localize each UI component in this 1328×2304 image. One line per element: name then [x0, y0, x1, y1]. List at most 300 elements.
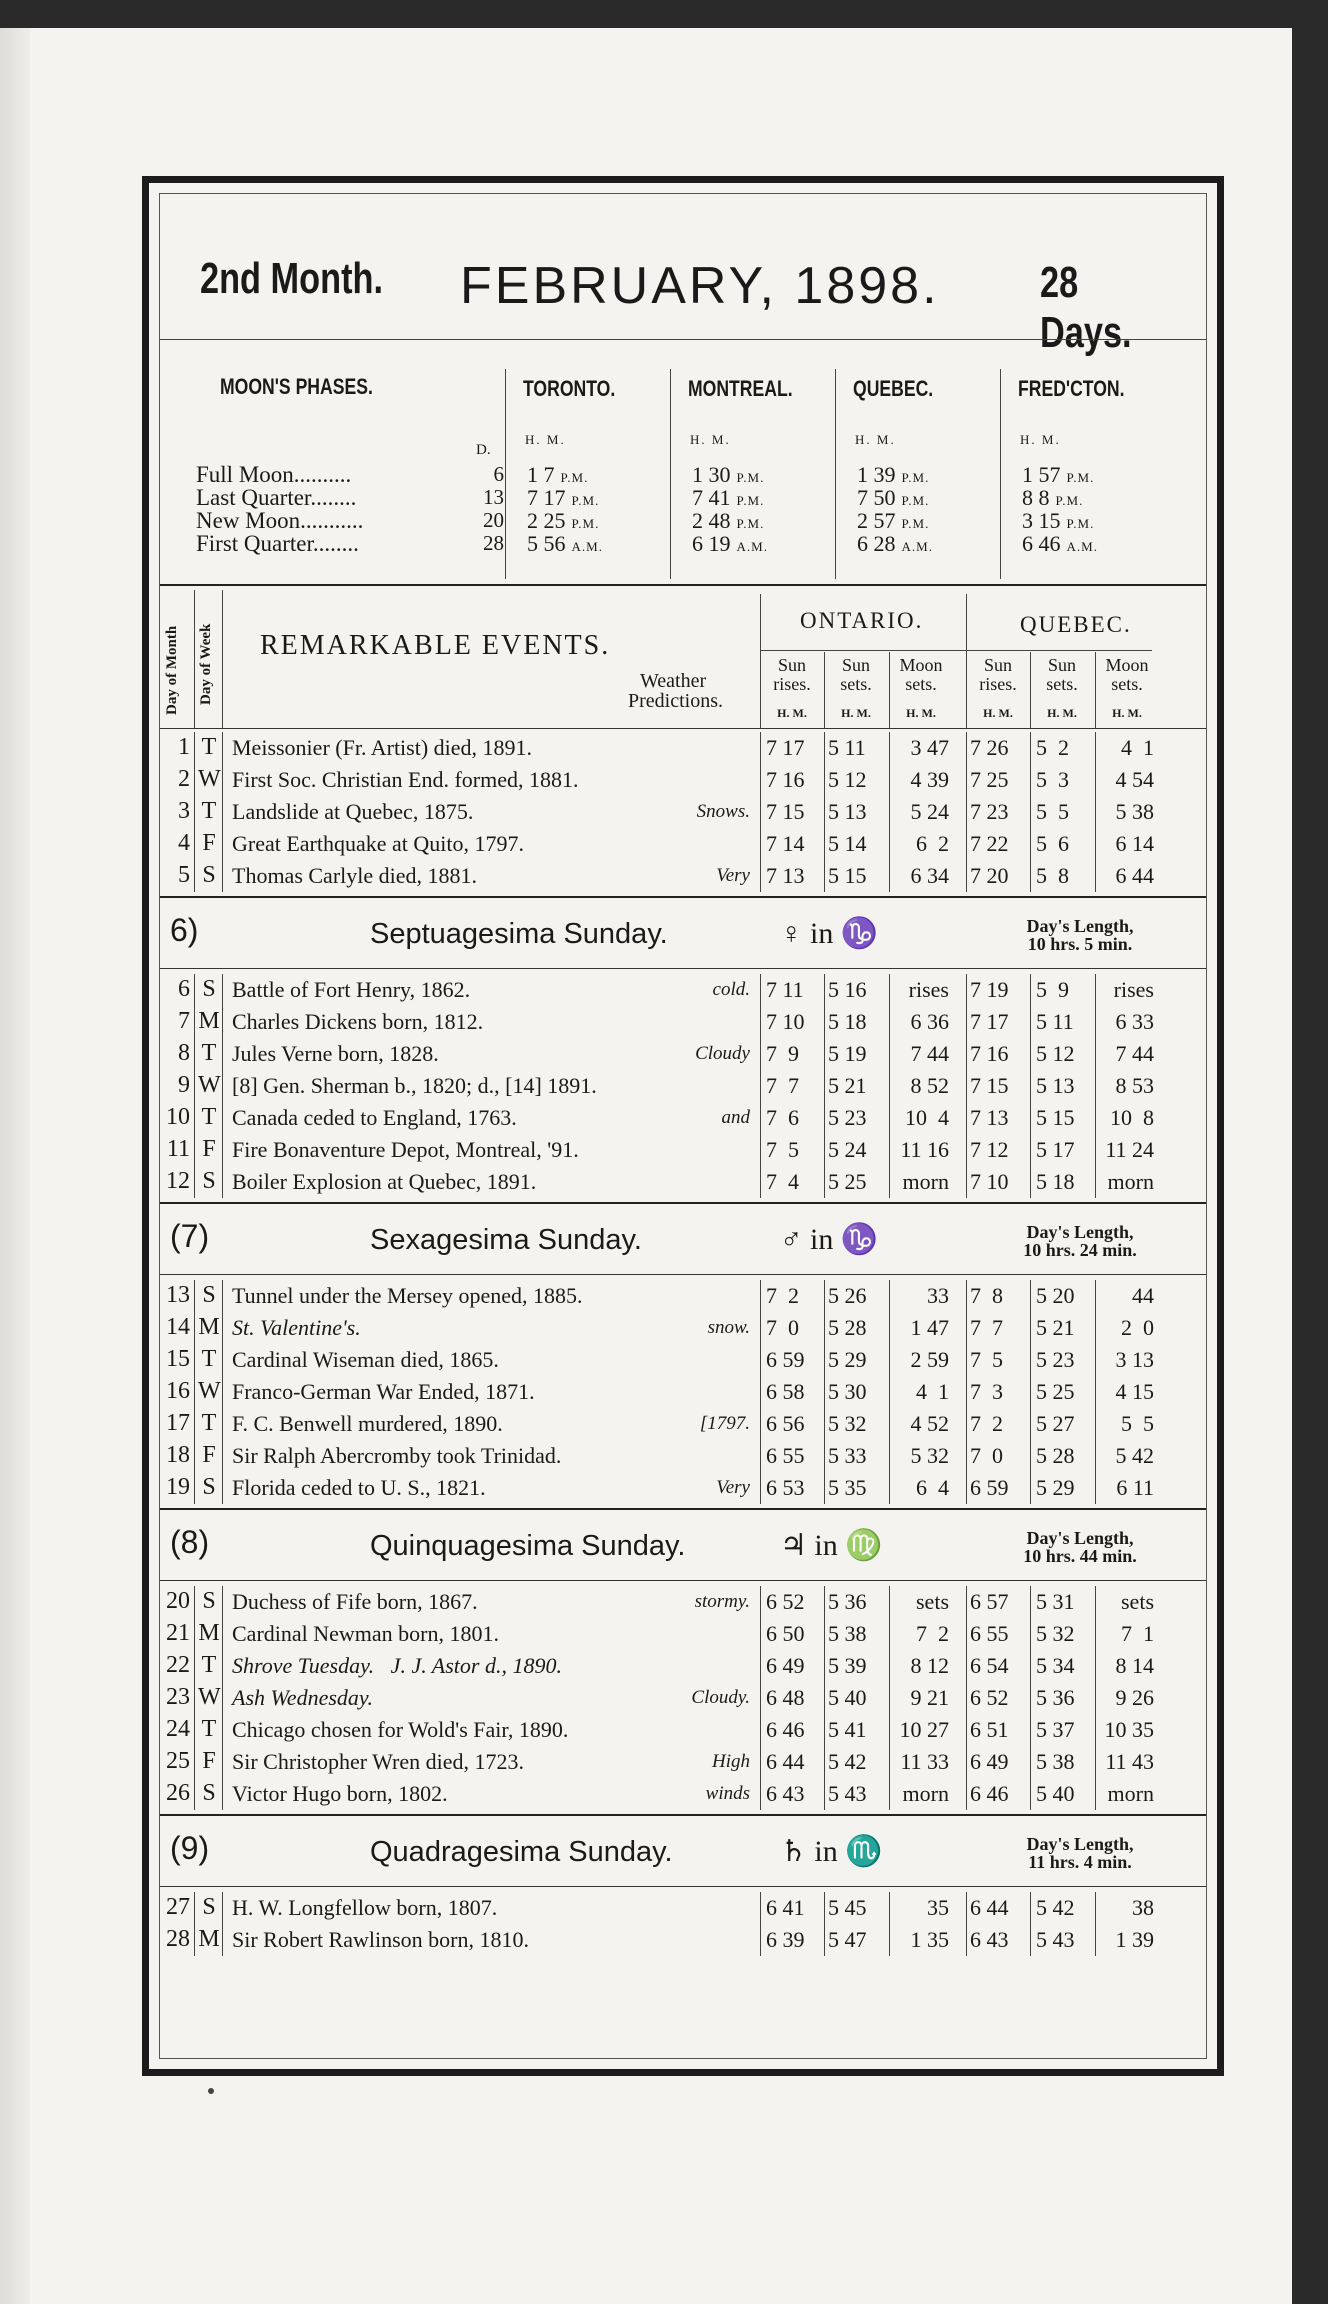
phase-city-divider — [835, 369, 836, 579]
col-divider — [222, 1892, 223, 1956]
event-text: Cardinal Wiseman died, 1865. — [232, 1347, 499, 1372]
ontario-time: 6 43 — [766, 1781, 805, 1806]
day-of-month: 8 — [178, 1040, 190, 1066]
ontario-time: 6 36 — [910, 1009, 949, 1034]
sunday-divider-bottom — [160, 1274, 1206, 1275]
phase-hm-label: H. M. — [525, 432, 566, 447]
day-of-month: 19 — [166, 1474, 190, 1500]
day-of-week: M — [198, 1008, 220, 1034]
weather-prediction: [1797. — [699, 1413, 750, 1434]
days-count-text: 28 Days. — [1040, 258, 1132, 357]
ontario-time: 5 35 — [828, 1475, 867, 1500]
col-divider — [760, 1586, 761, 1810]
table-row — [160, 1714, 1206, 1746]
ontario-time: 5 33 — [828, 1443, 867, 1468]
ontario-time: 5 26 — [828, 1283, 867, 1308]
day-of-week: W — [198, 766, 221, 792]
ontario-time: 7 44 — [910, 1041, 949, 1066]
table-row — [160, 764, 1206, 796]
quebec-col-divider — [1095, 652, 1096, 728]
weather-prediction: stormy. — [694, 1591, 750, 1612]
weather-prediction: Cloudy — [695, 1043, 750, 1064]
event-text: Cardinal Newman born, 1801. — [232, 1621, 499, 1646]
ontario-time: 5 12 — [828, 767, 867, 792]
quebec-time: 6 44 — [970, 1895, 1009, 1920]
ontario-time: 7 11 — [766, 977, 804, 1002]
days-length-label: Day's Length, — [1026, 1528, 1134, 1548]
col-divider — [760, 732, 761, 892]
col-divider — [194, 1586, 195, 1810]
quebec-time: 5 5 — [1036, 799, 1069, 824]
col-divider — [1030, 1586, 1031, 1810]
quebec-time: 4 54 — [1115, 767, 1154, 792]
phase-time: 6 28 — [857, 531, 896, 556]
quebec-time: 5 31 — [1036, 1589, 1075, 1614]
phase-city-name: QUEBEC. — [853, 376, 934, 401]
day-of-week: S — [202, 862, 216, 888]
sunday-name: Quinquagesima Sunday. — [370, 1530, 686, 1562]
col-divider — [1095, 1586, 1096, 1810]
table-row — [160, 1038, 1206, 1070]
day-of-week: T — [201, 1652, 217, 1678]
phase-time-row — [857, 531, 933, 557]
quebec-time: 5 12 — [1036, 1041, 1075, 1066]
phase-name: Last Quarter........ — [196, 485, 357, 510]
quebec-divider — [966, 594, 967, 728]
col-divider — [966, 732, 967, 892]
day-of-week: S — [202, 1474, 216, 1500]
event-text: Landslide at Quebec, 1875. — [232, 799, 474, 824]
quebec-time: 6 46 — [970, 1781, 1009, 1806]
table-row — [160, 1618, 1206, 1650]
quebec-time: 5 43 — [1036, 1927, 1075, 1952]
quebec-time: 6 51 — [970, 1717, 1009, 1742]
event-text: Great Earthquake at Quito, 1797. — [232, 831, 525, 856]
sunday-band — [160, 1508, 1206, 1580]
phase-time-row — [692, 531, 768, 557]
event-text: H. W. Longfellow born, 1807. — [232, 1895, 498, 1920]
quebec-time: 6 49 — [970, 1749, 1009, 1774]
day-of-week: T — [201, 734, 217, 760]
ontario-time: morn — [902, 1781, 949, 1806]
day-of-month: 16 — [166, 1378, 190, 1404]
ontario-time: 6 48 — [766, 1685, 805, 1710]
book-spine — [0, 28, 34, 2304]
day-of-week: M — [198, 1620, 220, 1646]
event-text: Chicago chosen for Wold's Fair, 1890. — [232, 1717, 569, 1742]
ontario-time: 5 21 — [828, 1073, 867, 1098]
planet-position: ♂ in ♑ — [780, 1223, 879, 1256]
ontario-time: 7 17 — [766, 735, 805, 760]
quebec-time: 7 22 — [970, 831, 1009, 856]
day-of-month: 4 — [178, 830, 190, 856]
ontario-time: 9 21 — [910, 1685, 949, 1710]
ontario-time: 6 59 — [766, 1347, 805, 1372]
quebec-time: 8 14 — [1115, 1653, 1154, 1678]
quebec-sunrise-head: Sun rises. — [979, 655, 1017, 694]
day-of-week: S — [202, 1894, 216, 1920]
quebec-time: 4 1 — [1121, 735, 1154, 760]
days-length-value: 10 hrs. 24 min. — [1023, 1240, 1137, 1260]
col-divider — [966, 1280, 967, 1504]
ontario-time: 11 16 — [900, 1137, 949, 1162]
table-row — [160, 1134, 1206, 1166]
day-of-week: F — [202, 1136, 216, 1162]
quebec-time: 6 57 — [970, 1589, 1009, 1614]
ontario-time: 5 19 — [828, 1041, 867, 1066]
table-row — [160, 1682, 1206, 1714]
col-divider — [1030, 1892, 1031, 1956]
place-subdivider — [760, 650, 1152, 651]
col-divider — [194, 974, 195, 1198]
col-divider — [222, 974, 223, 1198]
ontario-time: 5 45 — [828, 1895, 867, 1920]
table-row — [160, 1440, 1206, 1472]
phase-time: 6 46 — [1022, 531, 1061, 556]
ontario-time: 5 11 — [828, 735, 866, 760]
phase-ampm: P.M. — [901, 493, 930, 508]
ontario-time: 7 7 — [766, 1073, 799, 1098]
phase-ampm: P.M. — [736, 470, 765, 485]
event-text: Sir Robert Rawlinson born, 1810. — [232, 1927, 529, 1952]
event-text: Tunnel under the Mersey opened, 1885. — [232, 1283, 583, 1308]
weather-prediction: High — [712, 1751, 750, 1772]
table-row — [160, 1778, 1206, 1810]
ontario-time: 1 35 — [910, 1927, 949, 1952]
day-of-week: F — [202, 1748, 216, 1774]
quebec-time: 6 59 — [970, 1475, 1009, 1500]
day-of-month: 27 — [166, 1894, 190, 1920]
ontario-time: 4 1 — [916, 1379, 949, 1404]
ontario-time: 7 0 — [766, 1315, 799, 1340]
quebec-time: 5 9 — [1036, 977, 1069, 1002]
ontario-time: 6 49 — [766, 1653, 805, 1678]
ontario-time: 5 42 — [828, 1749, 867, 1774]
weather-prediction: Very — [716, 865, 750, 886]
planet-position: ♀ in ♑ — [780, 917, 879, 950]
ontario-time: 6 34 — [910, 863, 949, 888]
phase-ampm: P.M. — [560, 470, 589, 485]
col-divider — [1030, 974, 1031, 1198]
ontario-time: 5 14 — [828, 831, 867, 856]
ontario-time: 5 36 — [828, 1589, 867, 1614]
phase-hm-label: H. M. — [690, 432, 731, 447]
event-text: First Soc. Christian End. formed, 1881. — [232, 767, 579, 792]
col-divider — [889, 732, 890, 892]
ontario-time: 7 5 — [766, 1137, 799, 1162]
col-divider — [966, 974, 967, 1198]
day-of-month: 13 — [166, 1282, 190, 1308]
quebec-time: 5 34 — [1036, 1653, 1075, 1678]
weather-prediction: Very — [716, 1477, 750, 1498]
phase-time: 2 48 — [692, 508, 731, 533]
quebec-time: 6 44 — [1115, 863, 1154, 888]
phase-time: 5 56 — [527, 531, 566, 556]
quebec-time: 5 42 — [1036, 1895, 1075, 1920]
day-of-week-head: Day of Week — [198, 623, 214, 705]
col-divider — [1095, 1892, 1096, 1956]
quebec-time: 7 17 — [970, 1009, 1009, 1034]
quebec-time: 11 24 — [1105, 1137, 1154, 1162]
col-divider — [760, 1892, 761, 1956]
col-divider — [1030, 732, 1031, 892]
event-text: Ash Wednesday. — [232, 1685, 373, 1710]
table-row — [160, 1650, 1206, 1682]
day-of-month: 14 — [166, 1314, 190, 1340]
ontario-time: 5 13 — [828, 799, 867, 824]
phase-ampm: P.M. — [1055, 493, 1084, 508]
calendar-inner — [159, 193, 1207, 2059]
days-length-label: Day's Length, — [1026, 1834, 1134, 1854]
event-text: Victor Hugo born, 1802. — [232, 1781, 448, 1806]
col-divider — [966, 1892, 967, 1956]
day-of-month: 5 — [178, 862, 190, 888]
quebec-time: 9 26 — [1115, 1685, 1154, 1710]
col-divider — [824, 732, 825, 892]
quebec-time: 7 20 — [970, 863, 1009, 888]
day-of-month: 2 — [178, 766, 190, 792]
ontario-time: 5 47 — [828, 1927, 867, 1952]
day-of-month: 15 — [166, 1346, 190, 1372]
ontario-sunset-hm: H. M. — [841, 706, 871, 720]
ontario-time: 6 2 — [916, 831, 949, 856]
quebec-time: 38 — [1132, 1895, 1154, 1920]
day-of-week: W — [198, 1072, 221, 1098]
event-text: Canada ceded to England, 1763. — [232, 1105, 517, 1130]
day-of-month: 25 — [166, 1748, 190, 1774]
phase-day: 20 — [483, 508, 504, 532]
phase-hm-label: H. M. — [855, 432, 896, 447]
day-of-week: T — [201, 1346, 217, 1372]
day-of-month: 28 — [166, 1926, 190, 1952]
day-of-month: 12 — [166, 1168, 190, 1194]
quebec-time: 6 54 — [970, 1653, 1009, 1678]
table-head-divider — [160, 728, 1206, 729]
ontario-time: 10 4 — [905, 1105, 949, 1130]
phase-hm-label: H. M. — [1020, 432, 1061, 447]
table-row — [160, 1586, 1206, 1618]
quebec-time: 5 18 — [1036, 1169, 1075, 1194]
quebec-time: 10 8 — [1110, 1105, 1154, 1130]
days-count — [1040, 258, 1206, 358]
day-of-week: T — [201, 1410, 217, 1436]
quebec-time: 7 23 — [970, 799, 1009, 824]
days-length-value: 11 hrs. 4 min. — [1028, 1852, 1132, 1872]
day-of-week: M — [198, 1926, 220, 1952]
quebec-time: 7 0 — [970, 1443, 1003, 1468]
phase-time: 2 25 — [527, 508, 566, 533]
event-text: Boiler Explosion at Quebec, 1891. — [232, 1169, 537, 1194]
day-of-week: F — [202, 830, 216, 856]
event-text: St. Valentine's. — [232, 1315, 361, 1340]
phase-time: 1 7 — [527, 462, 555, 487]
ontario-time: 10 27 — [899, 1717, 949, 1742]
ontario-time: 6 55 — [766, 1443, 805, 1468]
day-of-week: M — [198, 1314, 220, 1340]
days-length-label: Day's Length, — [1026, 1222, 1134, 1242]
event-text: Duchess of Fife born, 1867. — [232, 1589, 478, 1614]
ontario-time: 5 43 — [828, 1781, 867, 1806]
quebec-time: 5 32 — [1036, 1621, 1075, 1646]
ontario-time: 5 38 — [828, 1621, 867, 1646]
phase-ampm: P.M. — [1066, 516, 1095, 531]
ontario-time: 7 9 — [766, 1041, 799, 1066]
week-number: (8) — [170, 1524, 210, 1560]
col-divider — [824, 974, 825, 1198]
table-row — [160, 1102, 1206, 1134]
events-head: REMARKABLE EVENTS. — [260, 630, 611, 661]
ontario-time: 7 16 — [766, 767, 805, 792]
ink-dot — [208, 2088, 214, 2094]
ontario-time: 5 16 — [828, 977, 867, 1002]
ontario-time: 6 58 — [766, 1379, 805, 1404]
phase-ampm: P.M. — [571, 493, 600, 508]
table-row — [160, 1472, 1206, 1504]
event-text: [8] Gen. Sherman b., 1820; d., [14] 1891. — [232, 1073, 597, 1098]
quebec-time: 44 — [1132, 1283, 1154, 1308]
quebec-time: 5 37 — [1036, 1717, 1075, 1742]
ontario-time: 5 15 — [828, 863, 867, 888]
phase-city-name: TORONTO. — [523, 376, 616, 401]
ontario-time: 7 2 — [916, 1621, 949, 1646]
quebec-time: 5 13 — [1036, 1073, 1075, 1098]
ontario-col-divider — [824, 652, 825, 728]
ontario-col-divider — [889, 652, 890, 728]
event-text: Sir Christopher Wren died, 1723. — [232, 1749, 525, 1774]
quebec-time: 4 15 — [1115, 1379, 1154, 1404]
phases-divider — [160, 584, 1206, 586]
phase-city-name: MONTREAL. — [688, 376, 793, 401]
ontario-sunrise-hm: H. M. — [777, 706, 807, 720]
quebec-time: 3 13 — [1115, 1347, 1154, 1372]
quebec-time: 5 3 — [1036, 767, 1069, 792]
ontario-time: 6 52 — [766, 1589, 805, 1614]
day-of-month: 21 — [166, 1620, 190, 1646]
quebec-time: 11 43 — [1105, 1749, 1154, 1774]
phase-ampm: P.M. — [901, 470, 930, 485]
days-length-value: 10 hrs. 44 min. — [1023, 1546, 1137, 1566]
ontario-time: 7 2 — [766, 1283, 799, 1308]
phase-day: 6 — [493, 462, 504, 486]
phase-time: 1 30 — [692, 462, 731, 487]
quebec-time: 5 25 — [1036, 1379, 1075, 1404]
ontario-time: rises — [908, 977, 949, 1002]
ontario-time: 5 24 — [910, 799, 949, 824]
day-of-week: S — [202, 976, 216, 1002]
quebec-time: 5 38 — [1036, 1749, 1075, 1774]
table-row — [160, 1408, 1206, 1440]
event-text: Charles Dickens born, 1812. — [232, 1009, 484, 1034]
ontario-time: 3 47 — [910, 735, 949, 760]
quebec-time: morn — [1107, 1781, 1154, 1806]
ontario-time: 5 32 — [828, 1411, 867, 1436]
col-divider — [824, 1280, 825, 1504]
day-of-month: 26 — [166, 1780, 190, 1806]
col-divider — [1095, 732, 1096, 892]
quebec-time: 6 11 — [1116, 1475, 1154, 1500]
phase-ampm: A.M. — [901, 539, 933, 554]
ontario-time: 7 4 — [766, 1169, 799, 1194]
day-of-month: 20 — [166, 1588, 190, 1614]
quebec-time: 5 28 — [1036, 1443, 1075, 1468]
quebec-time: 5 42 — [1115, 1443, 1154, 1468]
weather-head-2: Predictions. — [628, 690, 723, 712]
quebec-time: 7 12 — [970, 1137, 1009, 1162]
weather-head-1: Weather — [640, 670, 707, 692]
day-of-month: 17 — [166, 1410, 190, 1436]
event-text: Sir Ralph Abercromby took Trinidad. — [232, 1443, 562, 1468]
quebec-moonset-head: Moon sets. — [1105, 655, 1149, 694]
ontario-time: 5 30 — [828, 1379, 867, 1404]
ontario-time: 1 47 — [910, 1315, 949, 1340]
phase-city-divider — [670, 369, 671, 579]
phase-time: 1 57 — [1022, 462, 1061, 487]
quebec-time: 5 2 — [1036, 735, 1069, 760]
col-divider — [194, 1892, 195, 1956]
day-of-week: W — [198, 1684, 221, 1710]
sunday-band — [160, 1202, 1206, 1274]
month-ordinal — [200, 254, 435, 304]
quebec-time: 7 3 — [970, 1379, 1003, 1404]
quebec-sunrise-hm: H. M. — [983, 706, 1013, 720]
ontario-time: 35 — [927, 1895, 949, 1920]
quebec-time: 5 11 — [1036, 1009, 1074, 1034]
quebec-time: 6 43 — [970, 1927, 1009, 1952]
ontario-time: 5 23 — [828, 1105, 867, 1130]
weather-prediction: Cloudy. — [691, 1687, 750, 1708]
quebec-time: 7 2 — [970, 1411, 1003, 1436]
ontario-time: sets — [916, 1589, 949, 1614]
event-text: Thomas Carlyle died, 1881. — [232, 863, 478, 888]
table-row — [160, 828, 1206, 860]
phase-ampm: A.M. — [571, 539, 603, 554]
ontario-time: 5 40 — [828, 1685, 867, 1710]
quebec-time: 6 52 — [970, 1685, 1009, 1710]
event-text: Franco-German War Ended, 1871. — [232, 1379, 535, 1404]
ontario-time: 4 39 — [910, 767, 949, 792]
sunday-band — [160, 896, 1206, 968]
day-of-month: 23 — [166, 1684, 190, 1710]
sunday-name: Septuagesima Sunday. — [370, 918, 668, 950]
ontario-time: 33 — [927, 1283, 949, 1308]
sunday-divider-bottom — [160, 1886, 1206, 1887]
sunday-band — [160, 1814, 1206, 1886]
table-row — [160, 1892, 1206, 1924]
phase-time: 1 39 — [857, 462, 896, 487]
weather-prediction: Snows. — [696, 801, 750, 822]
week-number: 6) — [170, 912, 199, 948]
ontario-time: 6 46 — [766, 1717, 805, 1742]
col-divider — [889, 1892, 890, 1956]
col-divider — [194, 732, 195, 892]
event-text: Battle of Fort Henry, 1862. — [232, 977, 471, 1002]
ontario-time: 5 25 — [828, 1169, 867, 1194]
day-of-month: 7 — [178, 1008, 190, 1034]
phase-city-name: FRED'CTON. — [1018, 376, 1125, 401]
ontario-sunset-head: Sun sets. — [840, 655, 872, 694]
days-length-value: 10 hrs. 5 min. — [1027, 934, 1133, 954]
quebec-time: 5 36 — [1036, 1685, 1075, 1710]
ontario-time: 5 24 — [828, 1137, 867, 1162]
quebec-time: 7 15 — [970, 1073, 1009, 1098]
table-row — [160, 1746, 1206, 1778]
quebec-time: 5 29 — [1036, 1475, 1075, 1500]
quebec-time: morn — [1107, 1169, 1154, 1194]
col-divider — [1095, 974, 1096, 1198]
quebec-time: 5 8 — [1036, 863, 1069, 888]
col-divider — [760, 974, 761, 1198]
event-text: Jules Verne born, 1828. — [232, 1041, 439, 1066]
